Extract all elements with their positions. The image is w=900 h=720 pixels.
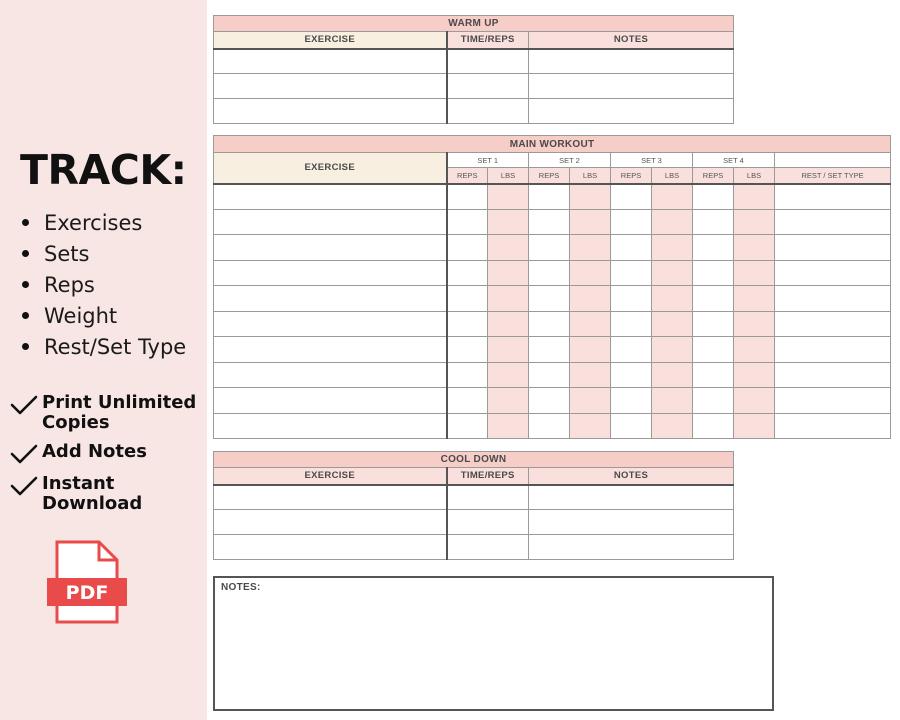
time-reps-cell[interactable]: [447, 99, 529, 124]
reps-cell[interactable]: [693, 286, 734, 312]
rest-header-spacer: [775, 153, 891, 168]
lbs-cell[interactable]: [734, 388, 775, 414]
reps-cell[interactable]: [611, 235, 652, 261]
lbs-cell[interactable]: [570, 311, 611, 337]
lbs-cell[interactable]: [652, 337, 693, 363]
lbs-cell[interactable]: [734, 235, 775, 261]
cooldown-exercise-header: EXERCISE: [214, 468, 447, 485]
main-workout-table: [213, 135, 891, 439]
lbs-cell[interactable]: [570, 260, 611, 286]
bullet-icon: [22, 281, 29, 288]
time-reps-cell[interactable]: [447, 510, 529, 535]
time-reps-cell[interactable]: [447, 74, 529, 99]
lbs-cell[interactable]: [570, 388, 611, 414]
notes-box[interactable]: [213, 576, 774, 711]
table-row: [214, 510, 734, 535]
reps-cell[interactable]: [529, 337, 570, 363]
table-row: [214, 260, 891, 286]
exercise-cell[interactable]: [214, 311, 447, 337]
lbs-cell[interactable]: [570, 413, 611, 439]
reps-cell[interactable]: [611, 311, 652, 337]
feature-item: Weight: [22, 300, 186, 331]
lbs-cell[interactable]: [652, 413, 693, 439]
set-header: SET 4: [693, 153, 775, 168]
table-row: [214, 209, 891, 235]
lbs-cell[interactable]: [652, 362, 693, 388]
reps-cell[interactable]: [693, 388, 734, 414]
rest-set-type-cell[interactable]: [775, 337, 891, 363]
table-row: [214, 184, 891, 210]
exercise-cell[interactable]: [214, 510, 447, 535]
exercise-cell[interactable]: [214, 286, 447, 312]
benefit-list: [10, 393, 202, 523]
exercise-cell[interactable]: [214, 260, 447, 286]
rest-set-type-cell[interactable]: [775, 388, 891, 414]
lbs-cell[interactable]: [734, 362, 775, 388]
warmup-table: [213, 15, 734, 124]
exercise-cell[interactable]: [214, 413, 447, 439]
set-header: SET 1: [447, 153, 529, 168]
notes-cell[interactable]: [529, 510, 734, 535]
lbs-cell[interactable]: [570, 286, 611, 312]
reps-header: REPS: [529, 168, 570, 184]
reps-cell[interactable]: [693, 235, 734, 261]
checkmark-icon: [10, 394, 38, 416]
exercise-cell[interactable]: [214, 74, 447, 99]
reps-cell[interactable]: [529, 235, 570, 261]
lbs-cell[interactable]: [734, 286, 775, 312]
lbs-header: LBS: [734, 168, 775, 184]
reps-cell[interactable]: [447, 413, 488, 439]
lbs-cell[interactable]: [652, 311, 693, 337]
time-reps-cell[interactable]: [447, 535, 529, 560]
warmup-notes-header: NOTES: [529, 32, 734, 49]
table-row: [214, 235, 891, 261]
lbs-cell[interactable]: [734, 311, 775, 337]
bullet-icon: [22, 343, 29, 350]
rest-set-type-cell[interactable]: [775, 311, 891, 337]
rest-set-type-cell[interactable]: [775, 235, 891, 261]
checkmark-icon: [10, 475, 38, 497]
reps-cell[interactable]: [447, 209, 488, 235]
reps-cell[interactable]: [447, 184, 488, 210]
reps-cell[interactable]: [611, 184, 652, 210]
reps-cell[interactable]: [529, 286, 570, 312]
reps-cell[interactable]: [611, 362, 652, 388]
reps-cell[interactable]: [529, 362, 570, 388]
pdf-label: PDF: [65, 582, 109, 604]
lbs-cell[interactable]: [734, 184, 775, 210]
exercise-cell[interactable]: [214, 184, 447, 210]
exercise-cell[interactable]: [214, 99, 447, 124]
reps-header: REPS: [693, 168, 734, 184]
lbs-header: LBS: [652, 168, 693, 184]
notes-cell[interactable]: [529, 485, 734, 510]
reps-cell[interactable]: [529, 388, 570, 414]
lbs-cell[interactable]: [488, 209, 529, 235]
reps-cell[interactable]: [611, 413, 652, 439]
exercise-cell[interactable]: [214, 235, 447, 261]
lbs-cell[interactable]: [570, 235, 611, 261]
lbs-cell[interactable]: [570, 184, 611, 210]
reps-cell[interactable]: [447, 337, 488, 363]
rest-set-type-cell[interactable]: [775, 209, 891, 235]
reps-cell[interactable]: [529, 184, 570, 210]
exercise-cell[interactable]: [214, 209, 447, 235]
reps-cell[interactable]: [611, 286, 652, 312]
feature-list: [22, 207, 186, 362]
reps-cell[interactable]: [693, 260, 734, 286]
reps-cell[interactable]: [447, 235, 488, 261]
reps-cell[interactable]: [447, 362, 488, 388]
reps-cell[interactable]: [693, 337, 734, 363]
table-row: [214, 311, 891, 337]
table-row: [214, 485, 734, 510]
reps-cell[interactable]: [611, 209, 652, 235]
lbs-cell[interactable]: [652, 260, 693, 286]
reps-cell[interactable]: [611, 388, 652, 414]
exercise-cell[interactable]: [214, 49, 447, 74]
reps-cell[interactable]: [447, 388, 488, 414]
table-row: [214, 362, 891, 388]
main-workout-title: MAIN WORKOUT: [214, 136, 891, 153]
pdf-file-icon: [47, 540, 127, 624]
reps-cell[interactable]: [693, 209, 734, 235]
reps-cell[interactable]: [447, 311, 488, 337]
lbs-cell[interactable]: [488, 286, 529, 312]
warmup-title: WARM UP: [214, 16, 734, 32]
benefit-item: Add Notes: [10, 442, 202, 465]
exercise-cell[interactable]: [214, 535, 447, 560]
reps-cell[interactable]: [529, 260, 570, 286]
track-heading: TRACK:: [20, 146, 187, 194]
cooldown-time-header: TIME/REPS: [447, 468, 529, 485]
bullet-icon: [22, 250, 29, 257]
reps-header: REPS: [611, 168, 652, 184]
cooldown-table: [213, 451, 734, 560]
cooldown-title: COOL DOWN: [214, 452, 734, 468]
lbs-cell[interactable]: [652, 184, 693, 210]
rest-set-type-cell[interactable]: [775, 286, 891, 312]
exercise-cell[interactable]: [214, 362, 447, 388]
lbs-cell[interactable]: [734, 337, 775, 363]
reps-cell[interactable]: [693, 311, 734, 337]
rest-set-type-cell[interactable]: [775, 260, 891, 286]
lbs-cell[interactable]: [488, 337, 529, 363]
lbs-cell[interactable]: [734, 209, 775, 235]
table-row: [214, 286, 891, 312]
warmup-time-header: TIME/REPS: [447, 32, 529, 49]
exercise-cell[interactable]: [214, 388, 447, 414]
lbs-cell[interactable]: [652, 388, 693, 414]
lbs-cell[interactable]: [488, 184, 529, 210]
reps-cell[interactable]: [529, 311, 570, 337]
table-row: [214, 388, 891, 414]
table-row: [214, 413, 891, 439]
notes-label: NOTES:: [221, 582, 261, 593]
reps-header: REPS: [447, 168, 488, 184]
lbs-cell[interactable]: [488, 388, 529, 414]
warmup-exercise-header: EXERCISE: [214, 32, 447, 49]
main-exercise-header: EXERCISE: [214, 153, 447, 184]
lbs-cell[interactable]: [570, 209, 611, 235]
lbs-header: LBS: [488, 168, 529, 184]
table-row: [214, 99, 734, 124]
notes-cell[interactable]: [529, 74, 734, 99]
promo-panel: [0, 0, 207, 720]
lbs-cell[interactable]: [488, 311, 529, 337]
bullet-icon: [22, 219, 29, 226]
lbs-cell[interactable]: [488, 362, 529, 388]
lbs-cell[interactable]: [488, 235, 529, 261]
lbs-cell[interactable]: [570, 337, 611, 363]
main-workout-rows: [214, 184, 891, 439]
feature-item: Exercises: [22, 207, 186, 238]
lbs-cell[interactable]: [652, 235, 693, 261]
exercise-cell[interactable]: [214, 485, 447, 510]
notes-cell[interactable]: [529, 49, 734, 74]
checkmark-icon: [10, 443, 38, 465]
reps-cell[interactable]: [693, 184, 734, 210]
rest-set-type-cell[interactable]: [775, 184, 891, 210]
bullet-icon: [22, 312, 29, 319]
table-row: [214, 74, 734, 99]
table-row: [214, 337, 891, 363]
lbs-cell[interactable]: [652, 209, 693, 235]
time-reps-cell[interactable]: [447, 49, 529, 74]
benefit-item: Print Unlimited Copies: [10, 393, 202, 433]
reps-cell[interactable]: [447, 260, 488, 286]
time-reps-cell[interactable]: [447, 485, 529, 510]
cooldown-notes-header: NOTES: [529, 468, 734, 485]
rest-set-type-cell[interactable]: [775, 413, 891, 439]
lbs-cell[interactable]: [734, 260, 775, 286]
rest-set-type-cell[interactable]: [775, 362, 891, 388]
reps-cell[interactable]: [611, 260, 652, 286]
lbs-header: LBS: [570, 168, 611, 184]
lbs-cell[interactable]: [734, 413, 775, 439]
rest-set-type-header: REST / SET TYPE: [775, 168, 891, 184]
reps-cell[interactable]: [611, 337, 652, 363]
reps-cell[interactable]: [693, 362, 734, 388]
reps-cell[interactable]: [693, 413, 734, 439]
lbs-cell[interactable]: [652, 286, 693, 312]
table-row: [214, 535, 734, 560]
feature-item: Reps: [22, 269, 186, 300]
lbs-cell[interactable]: [488, 260, 529, 286]
lbs-cell[interactable]: [488, 413, 529, 439]
reps-cell[interactable]: [529, 413, 570, 439]
benefit-item: Instant Download: [10, 474, 202, 514]
notes-cell[interactable]: [529, 535, 734, 560]
feature-item: Sets: [22, 238, 186, 269]
set-header: SET 2: [529, 153, 611, 168]
feature-item: Rest/Set Type: [22, 331, 186, 362]
table-row: [214, 49, 734, 74]
exercise-cell[interactable]: [214, 337, 447, 363]
set-header: SET 3: [611, 153, 693, 168]
reps-cell[interactable]: [529, 209, 570, 235]
notes-cell[interactable]: [529, 99, 734, 124]
reps-cell[interactable]: [447, 286, 488, 312]
lbs-cell[interactable]: [570, 362, 611, 388]
